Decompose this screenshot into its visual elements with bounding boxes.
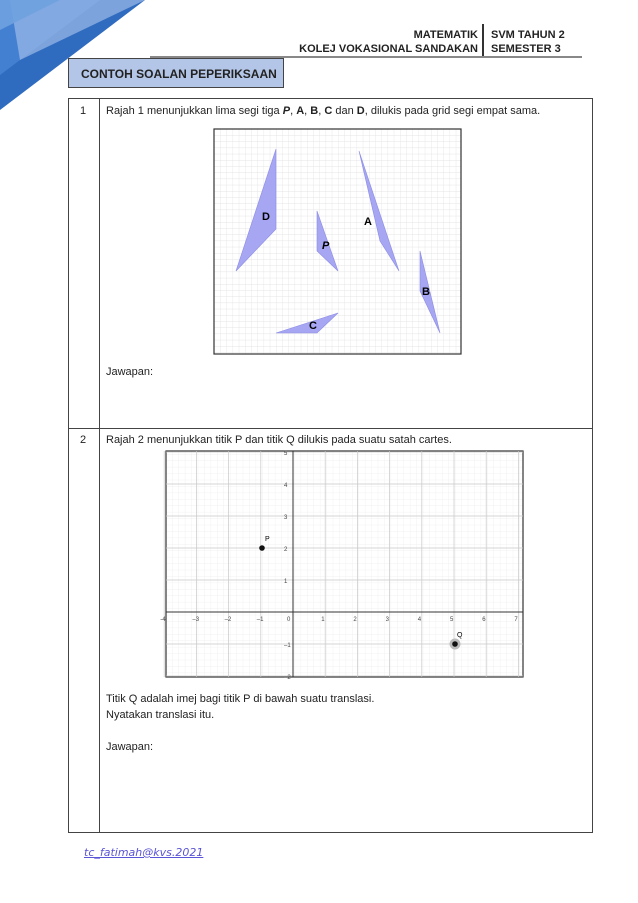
triangle-d-label: D	[262, 211, 270, 223]
figure-1-triangles	[214, 129, 461, 354]
y-tick-label: –1	[284, 643, 291, 649]
y-tick-label: 4	[284, 483, 288, 489]
q1-prompt	[106, 103, 540, 119]
y-tick-label: 1	[284, 579, 288, 585]
column-divider	[99, 99, 100, 832]
q1-prompt-part: ,	[304, 105, 311, 117]
q2-statement-line1: Titik Q adalah imej bagi titik P di bawah suatu translasi.	[106, 693, 375, 705]
triangle-c-label: C	[309, 320, 317, 332]
q1-prompt-part: Rajah 1 menunjukkan lima segi tiga	[106, 105, 283, 117]
x-tick-label: 6	[482, 617, 486, 623]
x-tick-label: –2	[224, 617, 232, 623]
point-q-label: Q	[457, 632, 463, 639]
question-table	[68, 98, 593, 833]
x-tick-label: -4	[160, 617, 166, 623]
x-tick-label: –3	[192, 617, 200, 623]
y-tick-label: –2	[284, 675, 291, 681]
x-tick-label: 7	[514, 617, 518, 623]
triangle-b-label: B	[422, 286, 430, 298]
point-q	[452, 641, 458, 647]
plane-frame	[166, 451, 523, 677]
q1-answer-label: Jawapan:	[106, 366, 154, 378]
y-tick-label: 5	[284, 451, 288, 457]
figure-2-cartesian-plane	[160, 451, 523, 681]
x-tick-label: –1	[256, 617, 264, 623]
x-tick-label: 3	[385, 617, 389, 623]
q2-answer-label: Jawapan:	[106, 741, 154, 753]
header-semester: SEMESTER 3	[491, 43, 561, 55]
q2-number: 2	[80, 434, 87, 446]
section-tag: CONTOH SOALAN PEPERIKSAAN	[68, 58, 284, 88]
q1-number: 1	[80, 105, 87, 117]
y-tick-label: 3	[284, 515, 288, 521]
q1-prompt-part: , dilukis pada grid segi empat sama.	[364, 105, 541, 117]
row-divider	[69, 428, 592, 429]
q1-prompt-part: dan	[332, 105, 357, 117]
q1-prompt-part: A	[296, 105, 305, 117]
x-tick-label: 5	[450, 617, 454, 623]
triangle-p-label: P	[322, 240, 330, 252]
header-divider	[482, 24, 484, 58]
header-college: KOLEJ VOKASIONAL SANDAKAN	[299, 43, 478, 55]
header-level: SVM TAHUN 2	[491, 29, 565, 41]
q1-prompt-part: P	[282, 105, 291, 117]
footer-credit: tc_fatimah@kvs.2021	[84, 846, 204, 859]
q1-prompt-part: ,	[290, 105, 297, 117]
y-tick-label: 2	[284, 547, 288, 553]
corner-decoration	[0, 0, 150, 110]
x-tick-label: 4	[417, 617, 422, 623]
header-right	[491, 28, 565, 56]
header-left	[299, 28, 478, 56]
q1-prompt-part: C	[324, 105, 333, 117]
q1-prompt-part: D	[356, 105, 365, 117]
point-p-label: P	[265, 536, 270, 543]
x-tick-label: 2	[353, 617, 357, 623]
point-p	[259, 545, 265, 551]
x-tick-label: 1	[321, 617, 325, 623]
q1-prompt-part: B	[310, 105, 319, 117]
x-tick-label: 0	[287, 617, 291, 623]
triangle-a-label: A	[364, 216, 372, 228]
q2-statement-line2: Nyatakan translasi itu.	[106, 709, 215, 721]
header-subject: MATEMATIK	[413, 29, 478, 41]
q1-prompt-part: ,	[318, 105, 325, 117]
q2-prompt: Rajah 2 menunjukkan titik P dan titik Q dilukis pada suatu satah cartes.	[106, 434, 452, 446]
